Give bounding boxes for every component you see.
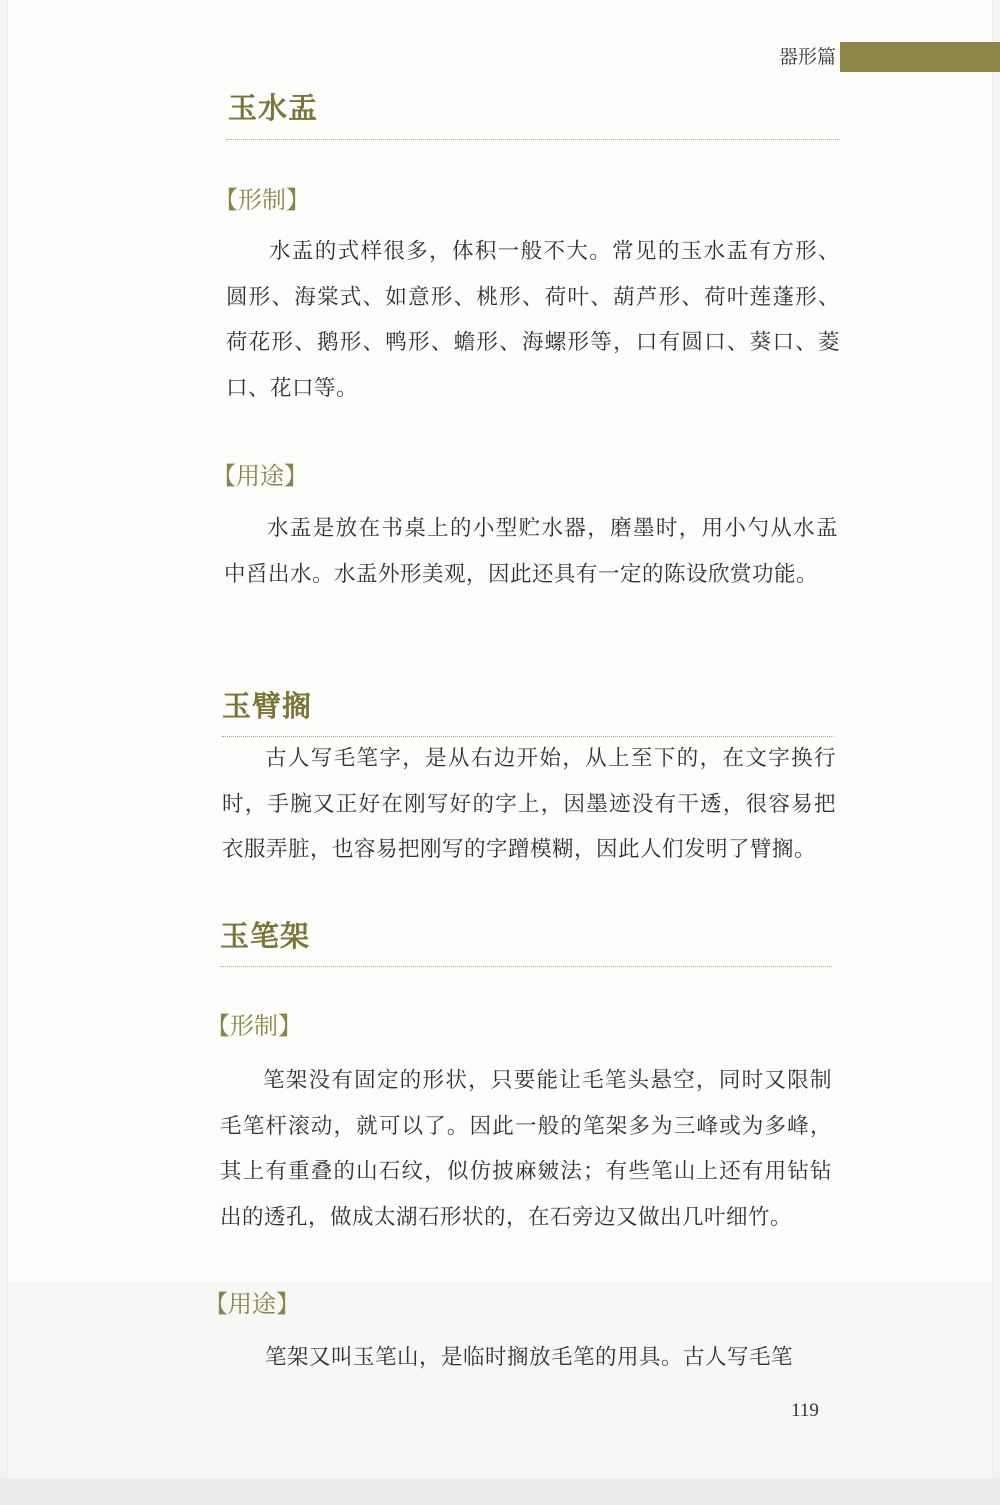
page-bottom-edge xyxy=(0,1478,1000,1505)
paragraph-form: 笔架没有固定的形状，只要能让毛笔头悬空，同时又限制毛笔杆滚动，就可以了。因此一般的笔架多为三峰或为多峰，其上有重叠的山石纹，似仿披麻皴法；有些笔山上还有用钻钻出的透孔，做成太湖石形状的，在石旁边又做出几叶细竹。 xyxy=(220,1068,832,1230)
paragraph-form: 水盂的式样很多，体积一般不大。常见的玉水盂有方形、圆形、海棠式、如意形、桃形、荷叶、葫芦形、荷叶莲蓬形、荷花形、鹅形、鸭形、蟾形、海螺形等，口有圆口、葵口、菱口、花口等。 xyxy=(226,239,840,401)
sub-heading-use: 【用途】 xyxy=(204,1290,300,1318)
section-title-bijia: 玉笔架 xyxy=(220,919,311,953)
sub-heading-use: 【用途】 xyxy=(212,462,308,490)
section-title-bige: 玉臂搁 xyxy=(222,689,313,723)
page-number: 119 xyxy=(791,1400,819,1421)
paragraph-use: 水盂是放在书桌上的小型贮水器，磨墨时，用小勺从水盂中舀出水。水盂外形美观，因此还具有一定的陈设欣赏功能。 xyxy=(224,516,838,587)
sub-heading-form: 【形制】 xyxy=(214,186,310,214)
chapter-label: 器形篇 xyxy=(778,46,836,68)
chapter-header-bar xyxy=(840,42,1000,72)
paragraph-use: 笔架又叫玉笔山，是临时搁放毛笔的用具。古人写毛笔 xyxy=(265,1345,794,1370)
section-rule xyxy=(226,139,840,140)
sub-heading-form: 【形制】 xyxy=(206,1012,302,1040)
section-rule xyxy=(220,966,832,967)
section-title-shuiyu: 玉水盂 xyxy=(228,91,319,125)
paragraph-bige: 古人写毛笔字，是从右边开始，从上至下的，在文字换行时，手腕又正好在刚写好的字上，因墨迹没有干透，很容易把衣服弄脏，也容易把刚写的字蹭模糊，因此人们发明了臂搁。 xyxy=(222,746,836,862)
